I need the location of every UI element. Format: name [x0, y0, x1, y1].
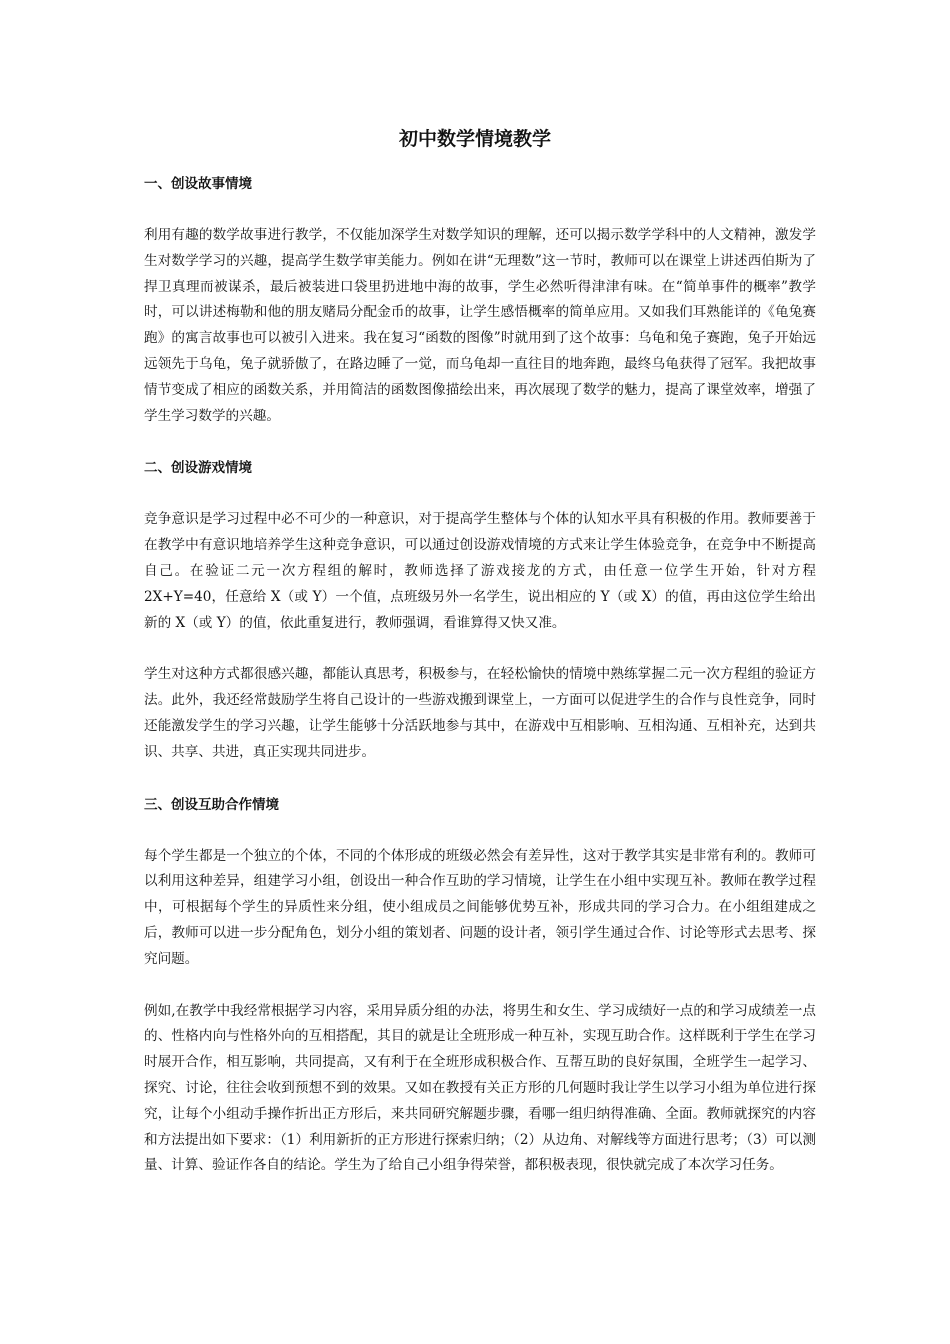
paragraph: 例如,在教学中我经常根据学习内容，采用异质分组的办法，将男生和女生、学习成绩好一点的和学习成绩差一点的、性格内向与性格外向的互相搭配，其目的就是让全班形成一种互补，实现互助合作。这样既利于学生在学习时展开合作，相互影响，共同提高，又有利于在全班形成积极合作、互帮互助的良好氛围，全班学生一起学习、探究、讨论，往往会收到预想不到的效果。又如在教授有关正方形的几何题时我让学生以学习小组为单位进行探究，让每个小组动手操作折出正方形后，来共同研究解题步骤，看哪一组归纳得准确、全面。教师就探究的内容和方法提出如下要求：（1）利用新折的正方形进行探索归纳；（2）从边角、对解线等方面进行思考；（3）可以测量、计算、验证作各自的结论。学生为了给自己小组争得荣誉，都积极表现，很快就完成了本次学习任务。 [144, 1002, 816, 1174]
section-game-context [144, 455, 816, 791]
paragraph: 学生对这种方式都很感兴趣，都能认真思考，积极参与，在轻松愉快的情境中熟练掌握二元一次方程组的验证方法。此外，我还经常鼓励学生将自己设计的一些游戏搬到课堂上，一方面可以促进学生的合作与良性竞争，同时还能激发学生的学习兴趣，让学生能够十分活跃地参与其中，在游戏中互相影响、互相沟通、互相补充，达到共识、共享、共进，真正实现共同进步。 [144, 666, 816, 760]
section-cooperation-context [144, 792, 816, 1180]
spacer [144, 636, 816, 662]
spacer [144, 766, 816, 792]
section-heading: 二、创设游戏情境 [144, 460, 252, 477]
paragraph: 每个学生都是一个独立的个体，不同的个体形成的班级必然会有差异性，这对于教学其实是非常有利的。教师可以利用这种差异，组建学习小组，创设出一种合作互助的学习情境，让学生在小组中实现互补。教师在教学过程中，可根据每个学生的异质性来分组，使小组成员之间能够优势互补，形成共同的学习合力。在小组组建成之后，教师可以进一步分配角色，划分小组的策划者、问题的设计者，领引学生通过合作、讨论等形式去思考、探究问题。 [144, 847, 816, 967]
paragraph: 竞争意识是学习过程中必不可少的一种意识，对于提高学生整体与个体的认知水平具有积极的作用。教师要善于在教学中有意识地培养学生这种竞争意识，可以通过创设游戏情境的方式来让学生体验竞争，在竞争中不断提高自己。在验证二元一次方程组的解时，教师选择了游戏接龙的方式，由任意一位学生开始，针对方程 2X+Y=40，任意给 X（或 Y）一个值，点班级另外一名学生，说出相应的 Y（或 X）的值，再由这位学生给出新的 X（或 Y）的值，依此重复进行，教师强调，看谁算得又快又准。 [144, 511, 816, 631]
paragraph: 利用有趣的数学故事进行教学，不仅能加深学生对数学知识的理解，还可以揭示数学学科中的人文精神，激发学生对数学学习的兴趣，提高学生数学审美能力。例如在讲“无理数”这一节时，教师可以在课堂上讲述西伯斯为了捍卫真理而被谋杀，最后被装进口袋里扔进地中海的故事，学生必然听得津津有味。在“简单事件的概率”教学时，可以讲述梅勒和他的朋友赌局分配金币的故事，让学生感悟概率的简单应用。又如我们耳熟能详的《龟兔赛跑》的寓言故事也可以被引入进来。我在复习“函数的图像”时就用到了这个故事：乌龟和兔子赛跑，兔子开始远远领先于乌龟，兔子就骄傲了，在路边睡了一觉，而乌龟却一直往目的地奔跑，最终乌龟获得了冠军。我把故事情节变成了相应的函数关系，并用简洁的函数图像描绘出来，再次展现了数学的魅力，提高了课堂效率，增强了学生学习数学的兴趣。 [144, 227, 816, 424]
spacer [144, 973, 816, 999]
spacer [144, 197, 816, 223]
section-story-context [144, 171, 816, 455]
spacer [144, 818, 816, 844]
document-body [144, 171, 816, 1179]
section-heading: 三、创设互助合作情境 [144, 796, 279, 813]
section-heading: 一、创设故事情境 [144, 176, 252, 192]
document-title: 初中数学情境教学 [398, 128, 551, 150]
spacer [144, 481, 816, 507]
spacer [144, 429, 816, 455]
